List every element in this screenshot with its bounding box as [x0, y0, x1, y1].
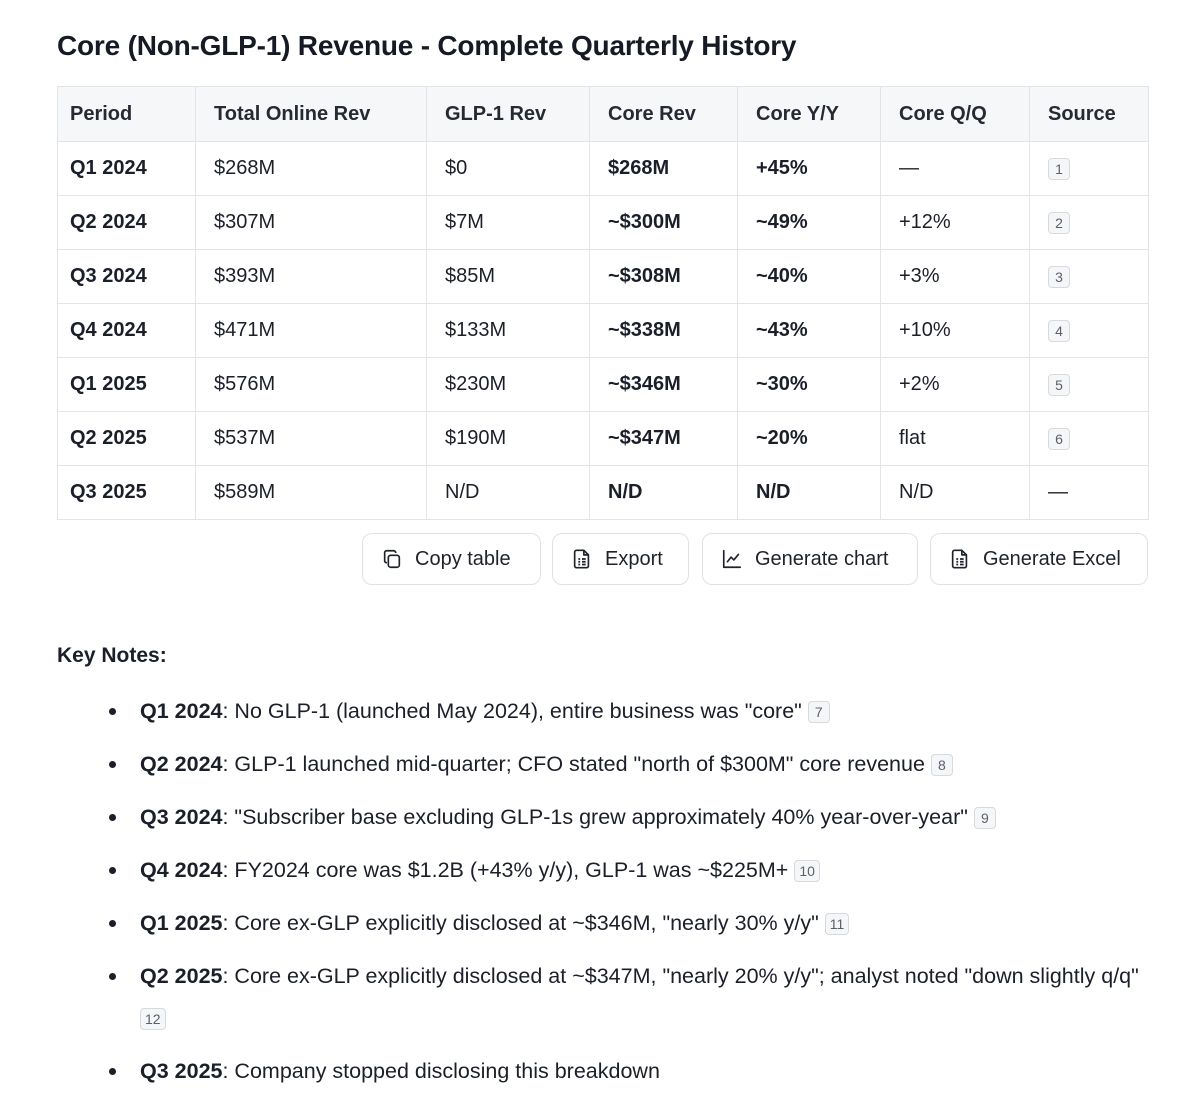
note-label: Q1 2025	[140, 911, 223, 935]
period-cell: Q1 2025	[58, 358, 196, 412]
table-row	[58, 142, 1149, 196]
citation-badge[interactable]: 8	[931, 754, 953, 776]
period-cell: Q4 2024	[58, 304, 196, 358]
copy-table-label: Copy table	[415, 547, 511, 570]
generate-chart-label: Generate chart	[755, 547, 889, 570]
citation-badge[interactable]: 2	[1048, 212, 1070, 234]
note-text: : GLP-1 launched mid-quarter; CFO stated "north of $300M" core revenue	[222, 752, 925, 776]
note-text: : Core ex-GLP explicitly disclosed at ~$347M, "nearly 20% y/y"; analyst noted "down slightly q/q"	[222, 964, 1139, 988]
note-text: : FY2024 core was $1.2B (+43% y/y), GLP-1 was ~$225M+	[222, 858, 789, 882]
glp1-rev-cell: $0	[427, 142, 590, 196]
citation-badge[interactable]: 11	[825, 913, 850, 935]
table-row	[58, 196, 1149, 250]
list-item	[57, 955, 1152, 1039]
note-text: : "Subscriber base excluding GLP-1s grew approximately 40% year-over-year"	[222, 805, 968, 829]
table-header-row	[58, 87, 1149, 142]
generate-excel-button[interactable]	[930, 533, 1148, 585]
table-row	[58, 250, 1149, 304]
glp1-rev-cell: $133M	[427, 304, 590, 358]
copy-table-button[interactable]	[362, 533, 541, 585]
key-notes-heading: Key Notes:	[57, 644, 167, 667]
core-qq-cell: flat	[881, 412, 1030, 466]
list-item	[57, 849, 1152, 891]
source-cell	[1030, 250, 1149, 304]
total-rev-cell: $537M	[196, 412, 427, 466]
table-row	[58, 304, 1149, 358]
export-label: Export	[605, 547, 663, 570]
note-label: Q3 2025	[140, 1059, 223, 1083]
core-rev-cell: ~$346M	[590, 358, 738, 412]
core-qq-cell: N/D	[881, 466, 1030, 520]
citation-badge[interactable]: 6	[1048, 428, 1070, 450]
column-header: Core Rev	[590, 87, 738, 142]
glp1-rev-cell: $230M	[427, 358, 590, 412]
core-qq-cell: +2%	[881, 358, 1030, 412]
core-rev-cell: ~$308M	[590, 250, 738, 304]
core-yy-cell: N/D	[738, 466, 881, 520]
note-label: Q2 2024	[140, 752, 223, 776]
total-rev-cell: $307M	[196, 196, 427, 250]
core-rev-cell: $268M	[590, 142, 738, 196]
column-header: Core Y/Y	[738, 87, 881, 142]
spreadsheet-icon	[949, 548, 971, 570]
list-item	[57, 690, 1152, 732]
note-text: : Core ex-GLP explicitly disclosed at ~$346M, "nearly 30% y/y"	[222, 911, 819, 935]
period-cell: Q3 2025	[58, 466, 196, 520]
citation-badge[interactable]: 12	[140, 1008, 166, 1030]
core-yy-cell: ~20%	[738, 412, 881, 466]
generate-chart-button[interactable]	[702, 533, 918, 585]
period-cell: Q2 2024	[58, 196, 196, 250]
column-header: Source	[1030, 87, 1149, 142]
core-rev-cell: ~$347M	[590, 412, 738, 466]
glp1-rev-cell: $190M	[427, 412, 590, 466]
source-cell	[1030, 196, 1149, 250]
source-cell: —	[1030, 466, 1149, 520]
table-row	[58, 466, 1149, 520]
total-rev-cell: $393M	[196, 250, 427, 304]
table-row	[58, 358, 1149, 412]
total-rev-cell: $589M	[196, 466, 427, 520]
note-label: Q1 2024	[140, 699, 223, 723]
column-header: Period	[58, 87, 196, 142]
citation-badge[interactable]: 3	[1048, 266, 1070, 288]
generate-excel-label: Generate Excel	[983, 547, 1121, 570]
core-qq-cell: +12%	[881, 196, 1030, 250]
core-yy-cell: ~49%	[738, 196, 881, 250]
list-item	[57, 796, 1152, 838]
core-yy-cell: +45%	[738, 142, 881, 196]
source-cell	[1030, 358, 1149, 412]
note-label: Q4 2024	[140, 858, 223, 882]
source-cell	[1030, 412, 1149, 466]
column-header: GLP-1 Rev	[427, 87, 590, 142]
key-notes-list	[57, 690, 1152, 1092]
core-rev-cell: N/D	[590, 466, 738, 520]
citation-badge[interactable]: 1	[1048, 158, 1070, 180]
list-item	[57, 902, 1152, 944]
citation-badge[interactable]: 10	[794, 860, 820, 882]
line-chart-icon	[721, 548, 743, 570]
list-item	[57, 1050, 1152, 1092]
column-header: Total Online Rev	[196, 87, 427, 142]
revenue-table	[57, 86, 1149, 520]
glp1-rev-cell: $7M	[427, 196, 590, 250]
table-actions	[57, 533, 1148, 587]
citation-badge[interactable]: 4	[1048, 320, 1070, 342]
source-cell	[1030, 142, 1149, 196]
note-label: Q3 2024	[140, 805, 223, 829]
glp1-rev-cell: $85M	[427, 250, 590, 304]
period-cell: Q3 2024	[58, 250, 196, 304]
citation-badge[interactable]: 7	[808, 701, 830, 723]
core-yy-cell: ~30%	[738, 358, 881, 412]
core-qq-cell: +3%	[881, 250, 1030, 304]
core-yy-cell: ~43%	[738, 304, 881, 358]
page-title: Core (Non-GLP-1) Revenue - Complete Quarterly History	[57, 30, 797, 61]
list-item	[57, 743, 1152, 785]
note-text: : Company stopped disclosing this breakdown	[222, 1059, 660, 1083]
core-qq-cell: —	[881, 142, 1030, 196]
glp1-rev-cell: N/D	[427, 466, 590, 520]
period-cell: Q1 2024	[58, 142, 196, 196]
note-label: Q2 2025	[140, 964, 223, 988]
citation-badge[interactable]: 9	[974, 807, 996, 829]
period-cell: Q2 2025	[58, 412, 196, 466]
core-qq-cell: +10%	[881, 304, 1030, 358]
core-rev-cell: ~$338M	[590, 304, 738, 358]
citation-badge[interactable]: 5	[1048, 374, 1070, 396]
total-rev-cell: $576M	[196, 358, 427, 412]
document-icon	[571, 548, 593, 570]
core-yy-cell: ~40%	[738, 250, 881, 304]
table-row	[58, 412, 1149, 466]
copy-icon	[381, 548, 403, 570]
column-header: Core Q/Q	[881, 87, 1030, 142]
note-text: : No GLP-1 (launched May 2024), entire business was "core"	[222, 699, 802, 723]
core-rev-cell: ~$300M	[590, 196, 738, 250]
export-button[interactable]	[552, 533, 689, 585]
total-rev-cell: $268M	[196, 142, 427, 196]
total-rev-cell: $471M	[196, 304, 427, 358]
source-cell	[1030, 304, 1149, 358]
